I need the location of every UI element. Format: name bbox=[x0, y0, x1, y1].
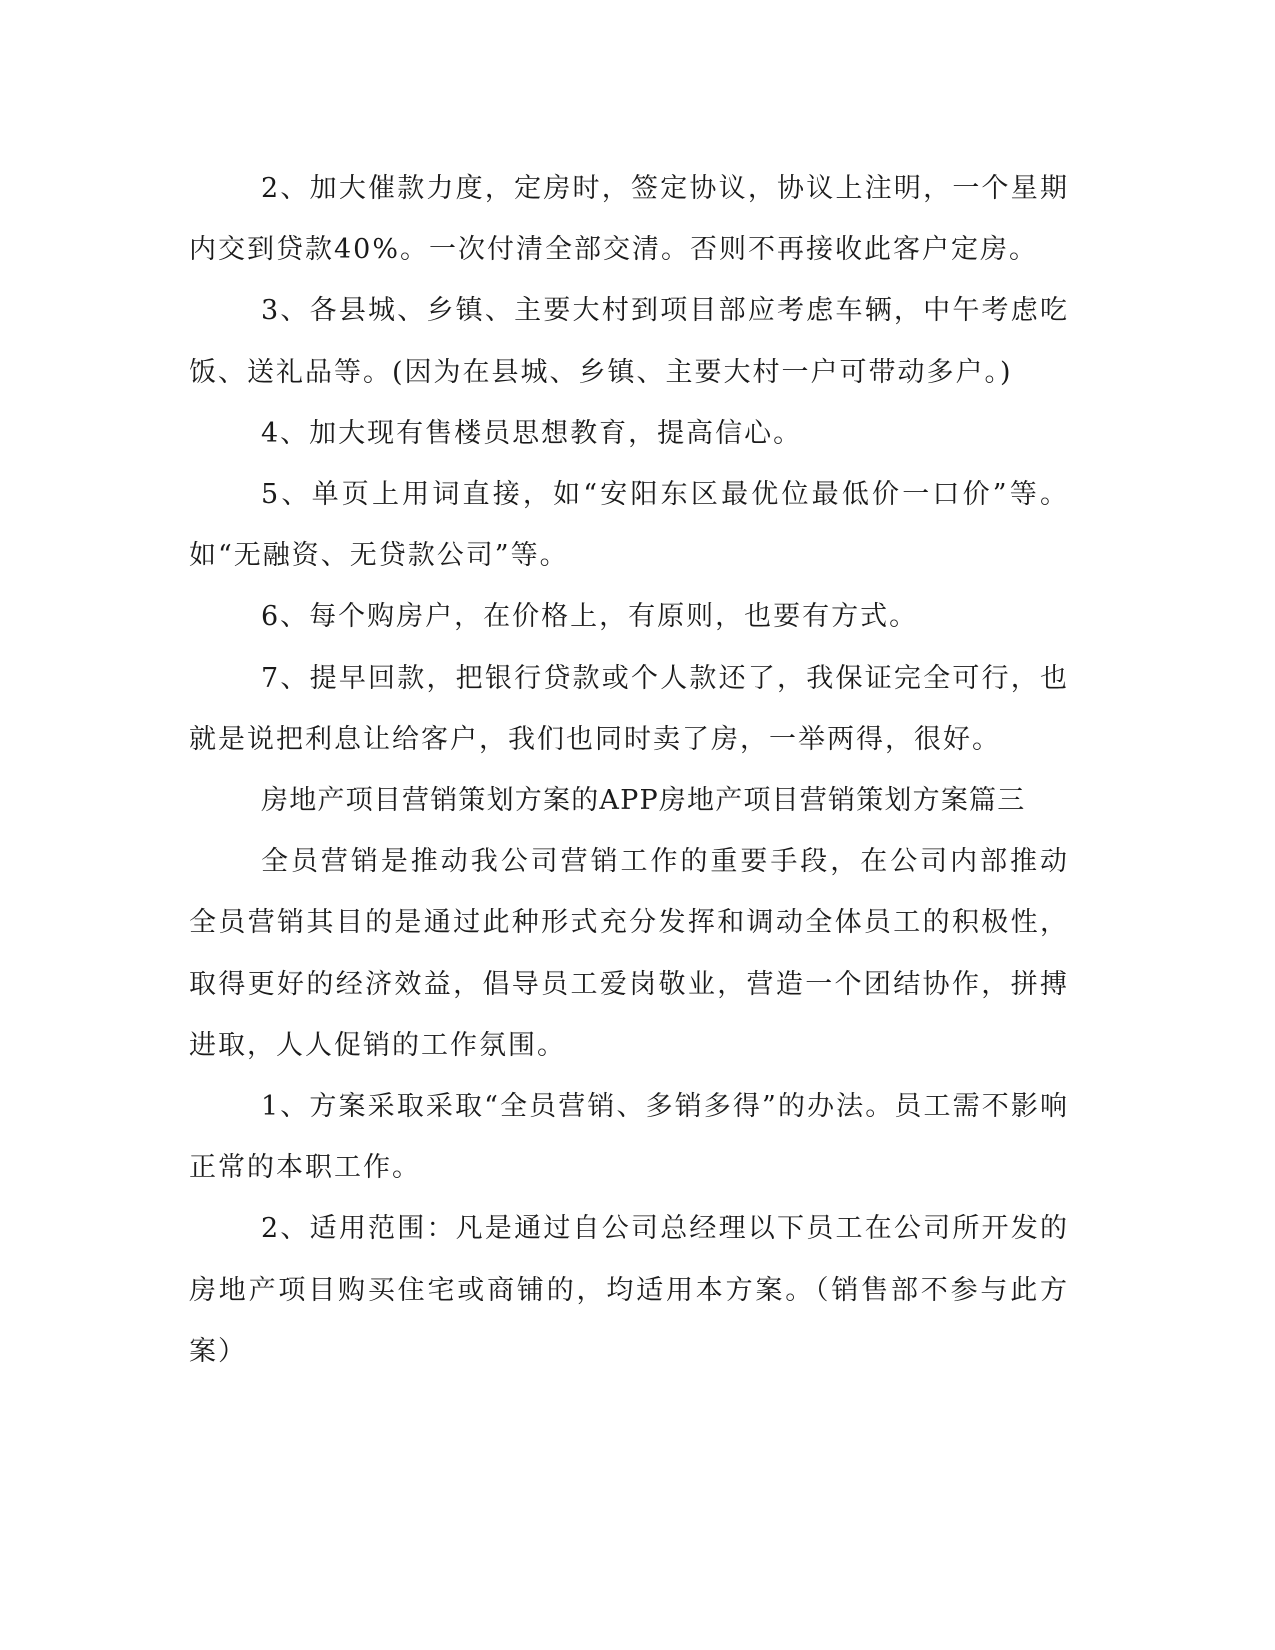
section-heading: 房地产项目营销策划方案的APP房地产项目营销策划方案篇三 bbox=[261, 785, 1026, 817]
paragraph-payment-collection: 2、加大催款力度，定房时，签定协议，协议上注明，一个星期内交到贷款40%。一次付清全部交清。否则不再接收此客户定房。 bbox=[189, 173, 1069, 266]
paragraph-pricing-principle: 6、每个购房户，在价格上，有原则，也要有方式。 bbox=[261, 601, 919, 633]
paragraph-all-staff-marketing: 全员营销是推动我公司营销工作的重要手段，在公司内部推动全员营销其目的是通过此种形式充分发挥和调动全体员工的积极性，取得更好的经济效益，倡导员工爱岗敬业，营造一个团结协作，拼搏进取，人人促销的工作氛围。 bbox=[189, 846, 1069, 1061]
paragraph-scope: 2、适用范围：凡是通过自公司总经理以下员工在公司所开发的房地产项目购买住宅或商铺的，均适用本方案。（销售部不参与此方案） bbox=[189, 1213, 1069, 1367]
document-body bbox=[189, 158, 1069, 1382]
paragraph-flyer-wording: 5、单页上用词直接，如“安阳东区最优位最低价一口价”等。如“无融资、无贷款公司”等。 bbox=[189, 479, 1069, 572]
paragraph-vehicle-arrangement: 3、各县城、乡镇、主要大村到项目部应考虑车辆，中午考虑吃饭、送礼品等。(因为在县城、乡镇、主要大村一户可带动多户。) bbox=[189, 295, 1069, 388]
paragraph-scheme-method: 1、方案采取采取“全员营销、多销多得”的办法。员工需不影响正常的本职工作。 bbox=[189, 1091, 1069, 1184]
paragraph-early-repayment: 7、提早回款，把银行贷款或个人款还了，我保证完全可行，也就是说把利息让给客户，我们也同时卖了房，一举两得，很好。 bbox=[189, 662, 1069, 755]
paragraph-staff-education: 4、加大现有售楼员思想教育，提高信心。 bbox=[261, 417, 803, 449]
